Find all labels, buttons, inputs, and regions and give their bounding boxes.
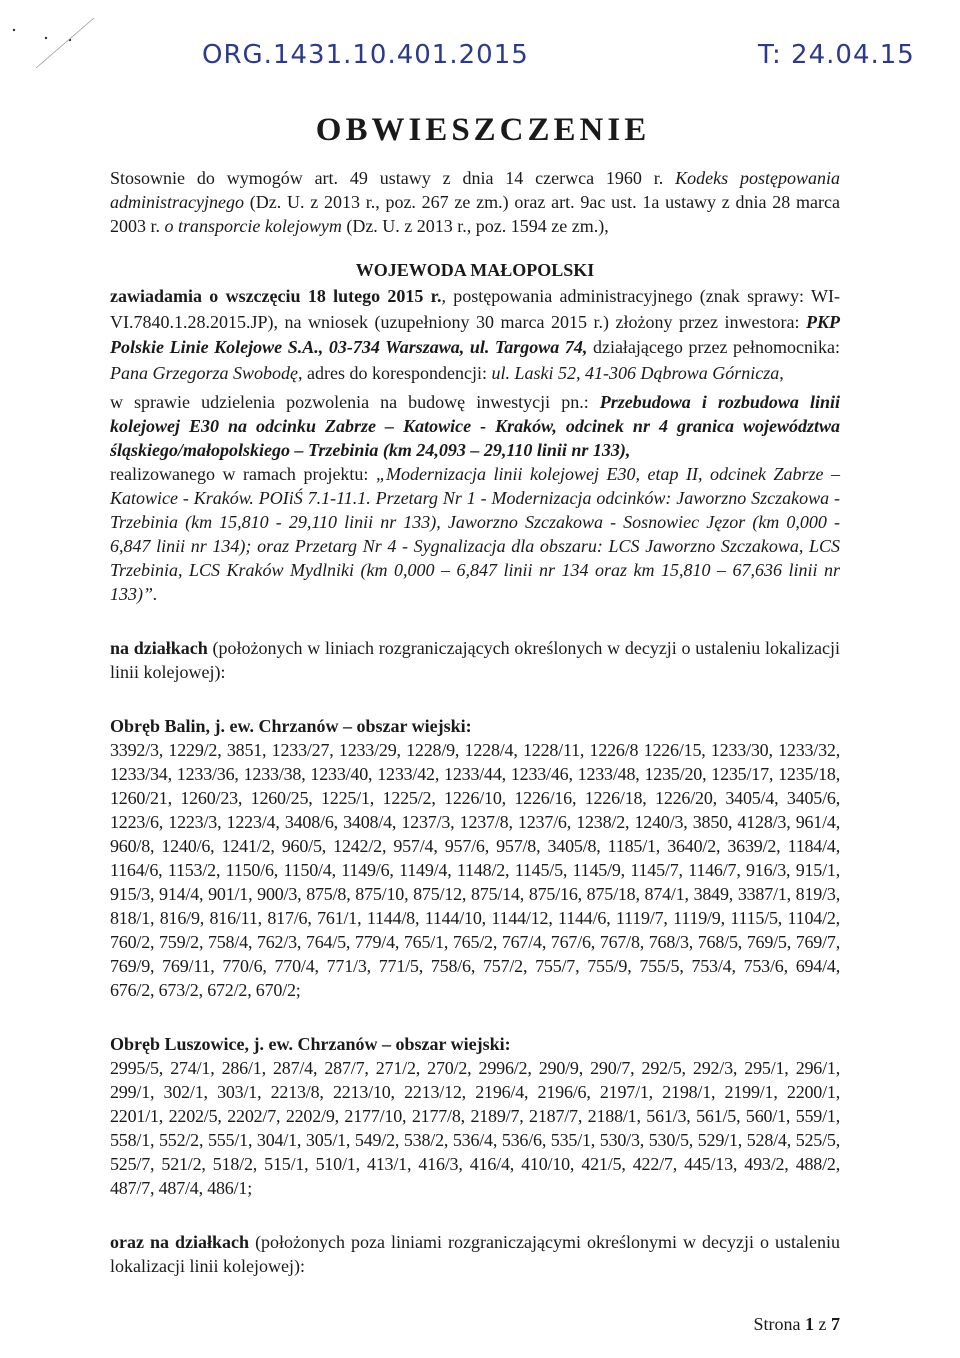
project-name: „Modernizacja linii kolejowej E30, etap II, odcinek Zabrze – Katowice - Kraków. POIiŚ 7.1-11.1. Przetarg Nr 1 - Modernizacja odcinków: Jaworzno Szczakowa - Trzebinia (km 15,810 - 29,110 linii nr 133), Jaworzno Szczakowa - Sosnowiec Jęzor (km 0,000 - 6,847 linii nr 134); oraz Przetarg Nr 4 - Sygnalizacja dla obszaru: LCS Jaworzno Szczakowa, LCS Trzebinia, LCS Kraków Mydlniki (km 0,000 – 6,847 linii nr 134 oraz km 15,810 – 67,636 linii nr 133)”.: [110, 464, 840, 604]
investment-text-1: w sprawie udzielenia pozwolenia na budowę inwestycji pn.:: [110, 392, 600, 412]
handwritten-date: T: 24.04.15: [758, 40, 915, 70]
investor-name: PKP Polskie Linie Kolejowe S.A., 03-734 Warszawa, ul. Targowa 74,: [110, 311, 840, 357]
document-title: OBWIESZCZENIE: [315, 112, 651, 148]
notice-text-2: działającego przez pełnomocnika:: [587, 337, 840, 357]
notice-text-3: adres do korespondencji:: [302, 362, 492, 383]
page-current: 1: [805, 1314, 814, 1334]
parcels-within-text: (położonych w liniach rozgraniczających określonych w decyzji o ustaleniu lokalizacji linii kolejowej):: [110, 638, 840, 682]
parcel-list-balin: 3392/3, 1229/2, 3851, 1233/27, 1233/29, 1228/9, 1228/4, 1228/11, 1226/8 1226/15, 1233/30, 1233/32, 1233/34, 1233/36, 1233/38, 1233/40, 1233/42, 1233/44, 1233/46, 1233/48, 1235/20, 1235/17, 1235/18, 1260/21, 1260/23, 1260/25, 1225/1, 1225/2, 1226/10, 1226/16, 1226/18, 1226/20, 3405/4, 3405/6, 1223/6, 1223/3, 1223/4, 3408/6, 3408/4, 1237/3, 1237/8, 1237/6, 1238/2, 1240/3, 3850, 4128/3, 961/4, 960/8, 1240/6, 1241/2, 960/5, 1242/2, 957/4, 957/6, 957/8, 3405/8, 1185/1, 3640/2, 3639/2, 1184/4, 1164/6, 1153/2, 1150/6, 1150/4, 1149/6, 1149/4, 1148/2, 1145/5, 1145/9, 1145/7, 1146/7, 916/3, 915/1, 915/3, 914/4, 901/1, 900/3, 875/8, 875/10, 875/12, 875/14, 875/16, 875/18, 874/1, 3849, 3387/1, 819/3, 818/1, 816/9, 816/11, 817/6, 761/1, 1144/8, 1144/10, 1144/12, 1144/6, 1119/7, 1119/9, 1115/5, 1104/2, 760/2, 759/2, 758/4, 762/3, 764/5, 779/4, 765/1, 765/2, 767/4, 767/6, 767/8, 768/3, 768/5, 769/5, 769/7, 769/9, 769/11, 770/6, 770/4, 771/3, 771/5, 758/6, 757/2, 755/7, 755/9, 755/5, 753/4, 753/6, 694/4, 676/2, 673/2, 672/2, 670/2;: [110, 740, 840, 1000]
intro-paragraph: [110, 166, 840, 238]
investment-paragraph: [110, 390, 840, 606]
document-body: [110, 166, 840, 1278]
parcels-within-paragraph: [110, 636, 840, 684]
page-number: [754, 1314, 841, 1335]
page-prefix: Strona: [753, 1314, 805, 1334]
parcels-outside-paragraph: [110, 1230, 840, 1278]
parcels-outside-label: oraz na działkach: [110, 1232, 250, 1252]
section-heading-luszowice: Obręb Luszowice, j. ew. Chrzanów – obszar wiejski:: [110, 1034, 511, 1054]
investment-text-2: realizowanego w ramach projektu:: [110, 464, 376, 484]
intro-code-name: Kodeks postępowania administracyjnego: [110, 168, 841, 212]
investment-name: Przebudowa i rozbudowa linii kolejowej E30 na odcinku Zabrze – Katowice - Kraków, odcinek nr 4 granica województwa śląskiego/małopolskiego – Trzebinia (km 24,093 – 29,110 linii nr 133),: [110, 392, 840, 460]
intro-act-name: o transporcie kolejowym: [164, 216, 342, 236]
authority-heading: WOJEWODA MAŁOPOLSKI: [355, 260, 595, 280]
parcel-list-luszowice: 2995/5, 274/1, 286/1, 287/4, 287/7, 271/2, 270/2, 2996/2, 290/9, 290/7, 292/5, 292/3, 295/1, 296/1, 299/1, 302/1, 303/1, 2213/8, 2213/10, 2213/12, 2196/4, 2196/6, 2197/1, 2198/1, 2199/1, 2200/1, 2201/1, 2202/5, 2202/7, 2202/9, 2177/10, 2177/8, 2189/7, 2187/7, 2188/1, 561/3, 561/5, 560/1, 559/1, 558/1, 552/2, 555/1, 304/1, 305/1, 549/2, 538/2, 536/4, 536/6, 535/1, 530/3, 530/5, 529/1, 528/4, 525/5, 525/7, 521/2, 518/2, 515/1, 510/1, 413/1, 416/3, 416/4, 410/10, 421/5, 422/7, 445/13, 493/2, 488/2, 487/7, 487/4, 486/1;: [110, 1058, 840, 1198]
page-middle: z: [814, 1314, 831, 1334]
intro-text-3: (Dz. U. z 2013 r., poz. 1594 ze zm.),: [341, 216, 609, 236]
section-heading-balin: Obręb Balin, j. ew. Chrzanów – obszar wiejski:: [110, 716, 472, 736]
intro-text-2: (Dz. U. z 2013 r., poz. 267 ze zm.) oraz art. 9ac ust. 1a ustawy z dnia 28 marca 2003 r.: [110, 192, 840, 236]
notice-text-1: , postępowania administracyjnego (znak sprawy: WI-VI.7840.1.28.2015.JP), na wniosek (uzupełniony 30 marca 2015 r.) złożony przez inwestora:: [110, 286, 840, 332]
notice-paragraph: [110, 284, 840, 386]
parcels-outside-text: (położonych poza liniami rozgraniczającymi określonymi w decyzji o ustaleniu lokalizacji linii kolejowej):: [110, 1232, 840, 1276]
attorney-name: Pana Grzegorza Swobodę,: [110, 362, 303, 383]
parcels-within-label: na działkach: [110, 638, 208, 658]
handwritten-reference-number: ORG.1431.10.401.2015: [202, 40, 529, 70]
notice-initiation: zawiadamia o wszczęciu 18 lutego 2015 r.: [110, 286, 442, 306]
intro-text-1: Stosownie do wymogów art. 49 ustawy z dnia 14 czerwca 1960 r.: [110, 168, 676, 188]
correspondence-address: ul. Laski 52, 41-306 Dąbrowa Górnicza,: [491, 362, 784, 383]
page-total: 7: [831, 1314, 840, 1334]
scan-specks: [8, 8, 98, 68]
